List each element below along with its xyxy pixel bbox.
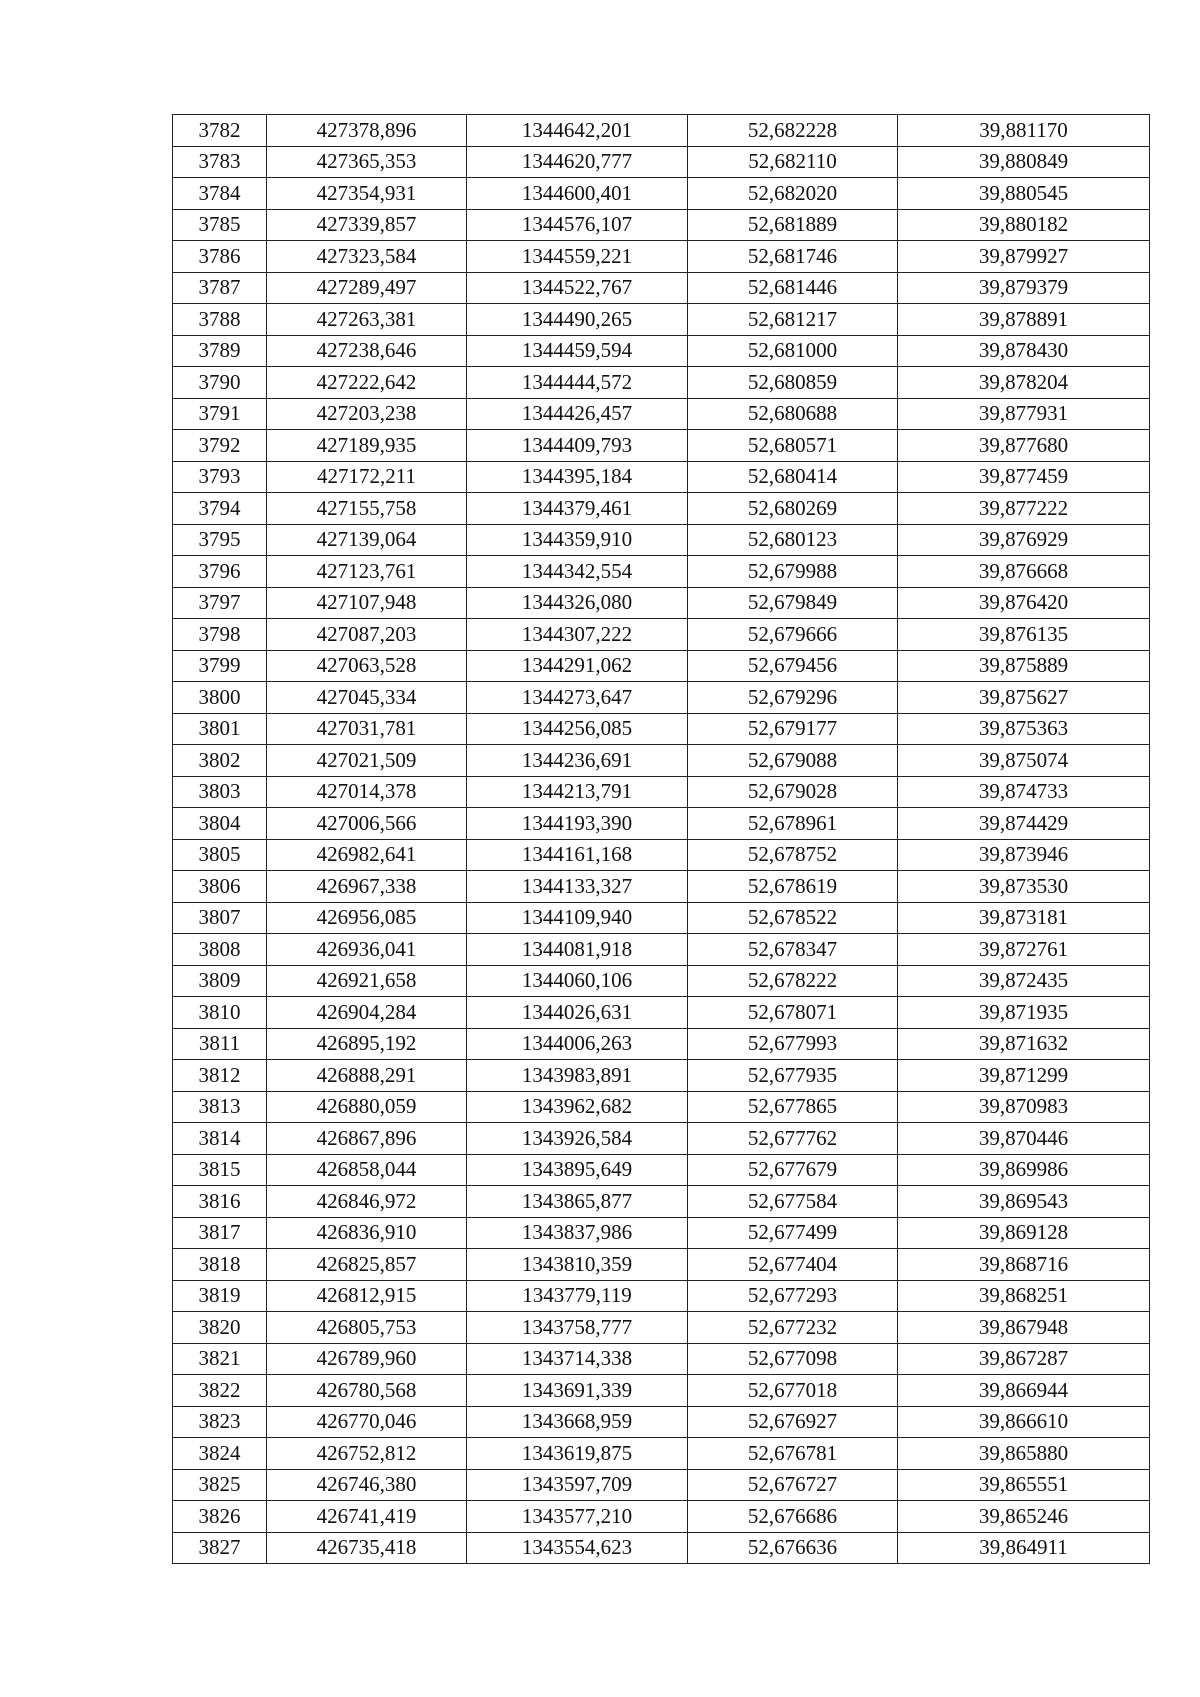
x-coordinate-cell: 427354,931: [267, 178, 467, 210]
y-coordinate-cell: 1343554,623: [467, 1532, 688, 1564]
longitude-cell: 39,866944: [898, 1375, 1150, 1407]
x-coordinate-cell: 427172,211: [267, 461, 467, 493]
y-coordinate-cell: 1343926,584: [467, 1123, 688, 1155]
point-number-cell: 3797: [173, 587, 267, 619]
y-coordinate-cell: 1344490,265: [467, 304, 688, 336]
table-row: [173, 745, 1150, 777]
table-row: [173, 304, 1150, 336]
point-number-cell: 3800: [173, 682, 267, 714]
y-coordinate-cell: 1343714,338: [467, 1343, 688, 1375]
point-number-cell: 3811: [173, 1028, 267, 1060]
longitude-cell: 39,876420: [898, 587, 1150, 619]
longitude-cell: 39,873181: [898, 902, 1150, 934]
latitude-cell: 52,677584: [688, 1186, 898, 1218]
table-row: [173, 1438, 1150, 1470]
point-number-cell: 3818: [173, 1249, 267, 1281]
point-number-cell: 3795: [173, 524, 267, 556]
x-coordinate-cell: 427222,642: [267, 367, 467, 399]
table-row: [173, 1249, 1150, 1281]
longitude-cell: 39,865880: [898, 1438, 1150, 1470]
y-coordinate-cell: 1344409,793: [467, 430, 688, 462]
latitude-cell: 52,679088: [688, 745, 898, 777]
table-row: [173, 776, 1150, 808]
table-row: [173, 587, 1150, 619]
y-coordinate-cell: 1344522,767: [467, 272, 688, 304]
y-coordinate-cell: 1344326,080: [467, 587, 688, 619]
point-number-cell: 3802: [173, 745, 267, 777]
x-coordinate-cell: 427006,566: [267, 808, 467, 840]
coordinates-table: [172, 114, 1150, 1564]
latitude-cell: 52,680414: [688, 461, 898, 493]
longitude-cell: 39,869543: [898, 1186, 1150, 1218]
y-coordinate-cell: 1344213,791: [467, 776, 688, 808]
longitude-cell: 39,868716: [898, 1249, 1150, 1281]
x-coordinate-cell: 426880,059: [267, 1091, 467, 1123]
y-coordinate-cell: 1344291,062: [467, 650, 688, 682]
latitude-cell: 52,680571: [688, 430, 898, 462]
longitude-cell: 39,870446: [898, 1123, 1150, 1155]
longitude-cell: 39,873946: [898, 839, 1150, 871]
point-number-cell: 3805: [173, 839, 267, 871]
longitude-cell: 39,880182: [898, 209, 1150, 241]
x-coordinate-cell: 427139,064: [267, 524, 467, 556]
longitude-cell: 39,878204: [898, 367, 1150, 399]
y-coordinate-cell: 1343597,709: [467, 1469, 688, 1501]
x-coordinate-cell: 427289,497: [267, 272, 467, 304]
latitude-cell: 52,681217: [688, 304, 898, 336]
y-coordinate-cell: 1344559,221: [467, 241, 688, 273]
point-number-cell: 3794: [173, 493, 267, 525]
latitude-cell: 52,681000: [688, 335, 898, 367]
latitude-cell: 52,682228: [688, 115, 898, 147]
y-coordinate-cell: 1344620,777: [467, 146, 688, 178]
x-coordinate-cell: 427045,334: [267, 682, 467, 714]
x-coordinate-cell: 427021,509: [267, 745, 467, 777]
latitude-cell: 52,682110: [688, 146, 898, 178]
latitude-cell: 52,680859: [688, 367, 898, 399]
longitude-cell: 39,874429: [898, 808, 1150, 840]
x-coordinate-cell: 426895,192: [267, 1028, 467, 1060]
x-coordinate-cell: 426836,910: [267, 1217, 467, 1249]
x-coordinate-cell: 426741,419: [267, 1501, 467, 1533]
y-coordinate-cell: 1344459,594: [467, 335, 688, 367]
x-coordinate-cell: 426770,046: [267, 1406, 467, 1438]
x-coordinate-cell: 426858,044: [267, 1154, 467, 1186]
x-coordinate-cell: 427323,584: [267, 241, 467, 273]
latitude-cell: 52,677762: [688, 1123, 898, 1155]
x-coordinate-cell: 427014,378: [267, 776, 467, 808]
x-coordinate-cell: 426967,338: [267, 871, 467, 903]
x-coordinate-cell: 426805,753: [267, 1312, 467, 1344]
point-number-cell: 3821: [173, 1343, 267, 1375]
point-number-cell: 3783: [173, 146, 267, 178]
latitude-cell: 52,681746: [688, 241, 898, 273]
point-number-cell: 3827: [173, 1532, 267, 1564]
x-coordinate-cell: 427378,896: [267, 115, 467, 147]
point-number-cell: 3801: [173, 713, 267, 745]
x-coordinate-cell: 427087,203: [267, 619, 467, 651]
longitude-cell: 39,876668: [898, 556, 1150, 588]
longitude-cell: 39,873530: [898, 871, 1150, 903]
latitude-cell: 52,677935: [688, 1060, 898, 1092]
x-coordinate-cell: 426956,085: [267, 902, 467, 934]
longitude-cell: 39,871632: [898, 1028, 1150, 1060]
coordinates-table-body: [173, 115, 1150, 1564]
point-number-cell: 3792: [173, 430, 267, 462]
table-row: [173, 1406, 1150, 1438]
longitude-cell: 39,867287: [898, 1343, 1150, 1375]
table-row: [173, 493, 1150, 525]
latitude-cell: 52,677293: [688, 1280, 898, 1312]
table-row: [173, 1154, 1150, 1186]
y-coordinate-cell: 1344133,327: [467, 871, 688, 903]
y-coordinate-cell: 1343895,649: [467, 1154, 688, 1186]
longitude-cell: 39,865551: [898, 1469, 1150, 1501]
longitude-cell: 39,867948: [898, 1312, 1150, 1344]
x-coordinate-cell: 427155,758: [267, 493, 467, 525]
latitude-cell: 52,679988: [688, 556, 898, 588]
point-number-cell: 3803: [173, 776, 267, 808]
y-coordinate-cell: 1344359,910: [467, 524, 688, 556]
longitude-cell: 39,871299: [898, 1060, 1150, 1092]
x-coordinate-cell: 426752,812: [267, 1438, 467, 1470]
x-coordinate-cell: 426825,857: [267, 1249, 467, 1281]
y-coordinate-cell: 1344379,461: [467, 493, 688, 525]
latitude-cell: 52,678752: [688, 839, 898, 871]
longitude-cell: 39,871935: [898, 997, 1150, 1029]
point-number-cell: 3790: [173, 367, 267, 399]
table-row: [173, 839, 1150, 871]
point-number-cell: 3815: [173, 1154, 267, 1186]
x-coordinate-cell: 426982,641: [267, 839, 467, 871]
y-coordinate-cell: 1343619,875: [467, 1438, 688, 1470]
table-row: [173, 556, 1150, 588]
latitude-cell: 52,680269: [688, 493, 898, 525]
table-row: [173, 1217, 1150, 1249]
x-coordinate-cell: 427339,857: [267, 209, 467, 241]
point-number-cell: 3784: [173, 178, 267, 210]
y-coordinate-cell: 1344307,222: [467, 619, 688, 651]
longitude-cell: 39,869986: [898, 1154, 1150, 1186]
latitude-cell: 52,679666: [688, 619, 898, 651]
point-number-cell: 3822: [173, 1375, 267, 1407]
table-row: [173, 1532, 1150, 1564]
table-row: [173, 965, 1150, 997]
longitude-cell: 39,875363: [898, 713, 1150, 745]
latitude-cell: 52,676727: [688, 1469, 898, 1501]
x-coordinate-cell: 427238,646: [267, 335, 467, 367]
table-row: [173, 1028, 1150, 1060]
latitude-cell: 52,677404: [688, 1249, 898, 1281]
table-row: [173, 241, 1150, 273]
table-row: [173, 398, 1150, 430]
latitude-cell: 52,680688: [688, 398, 898, 430]
latitude-cell: 52,678347: [688, 934, 898, 966]
point-number-cell: 3810: [173, 997, 267, 1029]
latitude-cell: 52,679177: [688, 713, 898, 745]
point-number-cell: 3826: [173, 1501, 267, 1533]
latitude-cell: 52,679849: [688, 587, 898, 619]
latitude-cell: 52,679028: [688, 776, 898, 808]
y-coordinate-cell: 1344395,184: [467, 461, 688, 493]
y-coordinate-cell: 1343983,891: [467, 1060, 688, 1092]
x-coordinate-cell: 426812,915: [267, 1280, 467, 1312]
table-row: [173, 902, 1150, 934]
latitude-cell: 52,677098: [688, 1343, 898, 1375]
x-coordinate-cell: 426789,960: [267, 1343, 467, 1375]
table-row: [173, 115, 1150, 147]
latitude-cell: 52,676927: [688, 1406, 898, 1438]
latitude-cell: 52,678522: [688, 902, 898, 934]
y-coordinate-cell: 1343691,339: [467, 1375, 688, 1407]
longitude-cell: 39,874733: [898, 776, 1150, 808]
table-row: [173, 934, 1150, 966]
table-row: [173, 1343, 1150, 1375]
table-row: [173, 1091, 1150, 1123]
longitude-cell: 39,878430: [898, 335, 1150, 367]
x-coordinate-cell: 427107,948: [267, 587, 467, 619]
latitude-cell: 52,681889: [688, 209, 898, 241]
point-number-cell: 3816: [173, 1186, 267, 1218]
table-row: [173, 461, 1150, 493]
table-row: [173, 619, 1150, 651]
x-coordinate-cell: 426936,041: [267, 934, 467, 966]
y-coordinate-cell: 1344444,572: [467, 367, 688, 399]
x-coordinate-cell: 427203,238: [267, 398, 467, 430]
table-row: [173, 713, 1150, 745]
y-coordinate-cell: 1343837,986: [467, 1217, 688, 1249]
point-number-cell: 3807: [173, 902, 267, 934]
longitude-cell: 39,869128: [898, 1217, 1150, 1249]
longitude-cell: 39,865246: [898, 1501, 1150, 1533]
latitude-cell: 52,677993: [688, 1028, 898, 1060]
table-row: [173, 1280, 1150, 1312]
longitude-cell: 39,878891: [898, 304, 1150, 336]
table-row: [173, 524, 1150, 556]
table-row: [173, 430, 1150, 462]
point-number-cell: 3782: [173, 115, 267, 147]
longitude-cell: 39,877222: [898, 493, 1150, 525]
longitude-cell: 39,875889: [898, 650, 1150, 682]
longitude-cell: 39,881170: [898, 115, 1150, 147]
table-row: [173, 178, 1150, 210]
longitude-cell: 39,879927: [898, 241, 1150, 273]
y-coordinate-cell: 1344426,457: [467, 398, 688, 430]
point-number-cell: 3788: [173, 304, 267, 336]
latitude-cell: 52,677679: [688, 1154, 898, 1186]
longitude-cell: 39,864911: [898, 1532, 1150, 1564]
point-number-cell: 3813: [173, 1091, 267, 1123]
longitude-cell: 39,872761: [898, 934, 1150, 966]
longitude-cell: 39,875627: [898, 682, 1150, 714]
latitude-cell: 52,677865: [688, 1091, 898, 1123]
table-row: [173, 1060, 1150, 1092]
table-row: [173, 335, 1150, 367]
point-number-cell: 3804: [173, 808, 267, 840]
point-number-cell: 3785: [173, 209, 267, 241]
latitude-cell: 52,678961: [688, 808, 898, 840]
table-row: [173, 871, 1150, 903]
longitude-cell: 39,877459: [898, 461, 1150, 493]
point-number-cell: 3799: [173, 650, 267, 682]
point-number-cell: 3796: [173, 556, 267, 588]
x-coordinate-cell: 427365,353: [267, 146, 467, 178]
latitude-cell: 52,680123: [688, 524, 898, 556]
y-coordinate-cell: 1344342,554: [467, 556, 688, 588]
y-coordinate-cell: 1344273,647: [467, 682, 688, 714]
y-coordinate-cell: 1343810,359: [467, 1249, 688, 1281]
latitude-cell: 52,676686: [688, 1501, 898, 1533]
table-row: [173, 682, 1150, 714]
point-number-cell: 3824: [173, 1438, 267, 1470]
point-number-cell: 3789: [173, 335, 267, 367]
x-coordinate-cell: 427063,528: [267, 650, 467, 682]
longitude-cell: 39,872435: [898, 965, 1150, 997]
y-coordinate-cell: 1344060,106: [467, 965, 688, 997]
y-coordinate-cell: 1344576,107: [467, 209, 688, 241]
y-coordinate-cell: 1343865,877: [467, 1186, 688, 1218]
y-coordinate-cell: 1344256,085: [467, 713, 688, 745]
x-coordinate-cell: 426867,896: [267, 1123, 467, 1155]
latitude-cell: 52,681446: [688, 272, 898, 304]
longitude-cell: 39,879379: [898, 272, 1150, 304]
point-number-cell: 3798: [173, 619, 267, 651]
y-coordinate-cell: 1344026,631: [467, 997, 688, 1029]
table-row: [173, 1375, 1150, 1407]
point-number-cell: 3791: [173, 398, 267, 430]
latitude-cell: 52,682020: [688, 178, 898, 210]
y-coordinate-cell: 1344006,263: [467, 1028, 688, 1060]
table-row: [173, 209, 1150, 241]
x-coordinate-cell: 426780,568: [267, 1375, 467, 1407]
table-row: [173, 1469, 1150, 1501]
table-row: [173, 367, 1150, 399]
longitude-cell: 39,880849: [898, 146, 1150, 178]
point-number-cell: 3808: [173, 934, 267, 966]
y-coordinate-cell: 1344642,201: [467, 115, 688, 147]
y-coordinate-cell: 1344109,940: [467, 902, 688, 934]
y-coordinate-cell: 1344193,390: [467, 808, 688, 840]
longitude-cell: 39,870983: [898, 1091, 1150, 1123]
latitude-cell: 52,677499: [688, 1217, 898, 1249]
y-coordinate-cell: 1344161,168: [467, 839, 688, 871]
x-coordinate-cell: 426888,291: [267, 1060, 467, 1092]
point-number-cell: 3786: [173, 241, 267, 273]
latitude-cell: 52,678071: [688, 997, 898, 1029]
x-coordinate-cell: 427031,781: [267, 713, 467, 745]
x-coordinate-cell: 426746,380: [267, 1469, 467, 1501]
x-coordinate-cell: 427123,761: [267, 556, 467, 588]
point-number-cell: 3823: [173, 1406, 267, 1438]
x-coordinate-cell: 427189,935: [267, 430, 467, 462]
table-row: [173, 1186, 1150, 1218]
point-number-cell: 3806: [173, 871, 267, 903]
latitude-cell: 52,676781: [688, 1438, 898, 1470]
table-row: [173, 650, 1150, 682]
longitude-cell: 39,876929: [898, 524, 1150, 556]
point-number-cell: 3814: [173, 1123, 267, 1155]
x-coordinate-cell: 426921,658: [267, 965, 467, 997]
latitude-cell: 52,676636: [688, 1532, 898, 1564]
latitude-cell: 52,678619: [688, 871, 898, 903]
y-coordinate-cell: 1344081,918: [467, 934, 688, 966]
point-number-cell: 3809: [173, 965, 267, 997]
table-row: [173, 146, 1150, 178]
point-number-cell: 3825: [173, 1469, 267, 1501]
table-row: [173, 808, 1150, 840]
y-coordinate-cell: 1343758,777: [467, 1312, 688, 1344]
table-row: [173, 1501, 1150, 1533]
point-number-cell: 3820: [173, 1312, 267, 1344]
latitude-cell: 52,677018: [688, 1375, 898, 1407]
longitude-cell: 39,877931: [898, 398, 1150, 430]
y-coordinate-cell: 1343577,210: [467, 1501, 688, 1533]
longitude-cell: 39,876135: [898, 619, 1150, 651]
point-number-cell: 3787: [173, 272, 267, 304]
latitude-cell: 52,679456: [688, 650, 898, 682]
x-coordinate-cell: 426846,972: [267, 1186, 467, 1218]
x-coordinate-cell: 427263,381: [267, 304, 467, 336]
point-number-cell: 3817: [173, 1217, 267, 1249]
y-coordinate-cell: 1344236,691: [467, 745, 688, 777]
longitude-cell: 39,868251: [898, 1280, 1150, 1312]
table-row: [173, 1123, 1150, 1155]
point-number-cell: 3793: [173, 461, 267, 493]
table-row: [173, 272, 1150, 304]
longitude-cell: 39,877680: [898, 430, 1150, 462]
x-coordinate-cell: 426904,284: [267, 997, 467, 1029]
y-coordinate-cell: 1344600,401: [467, 178, 688, 210]
longitude-cell: 39,880545: [898, 178, 1150, 210]
latitude-cell: 52,678222: [688, 965, 898, 997]
table-row: [173, 997, 1150, 1029]
y-coordinate-cell: 1343779,119: [467, 1280, 688, 1312]
latitude-cell: 52,679296: [688, 682, 898, 714]
table-row: [173, 1312, 1150, 1344]
y-coordinate-cell: 1343962,682: [467, 1091, 688, 1123]
point-number-cell: 3819: [173, 1280, 267, 1312]
point-number-cell: 3812: [173, 1060, 267, 1092]
y-coordinate-cell: 1343668,959: [467, 1406, 688, 1438]
longitude-cell: 39,866610: [898, 1406, 1150, 1438]
latitude-cell: 52,677232: [688, 1312, 898, 1344]
longitude-cell: 39,875074: [898, 745, 1150, 777]
x-coordinate-cell: 426735,418: [267, 1532, 467, 1564]
